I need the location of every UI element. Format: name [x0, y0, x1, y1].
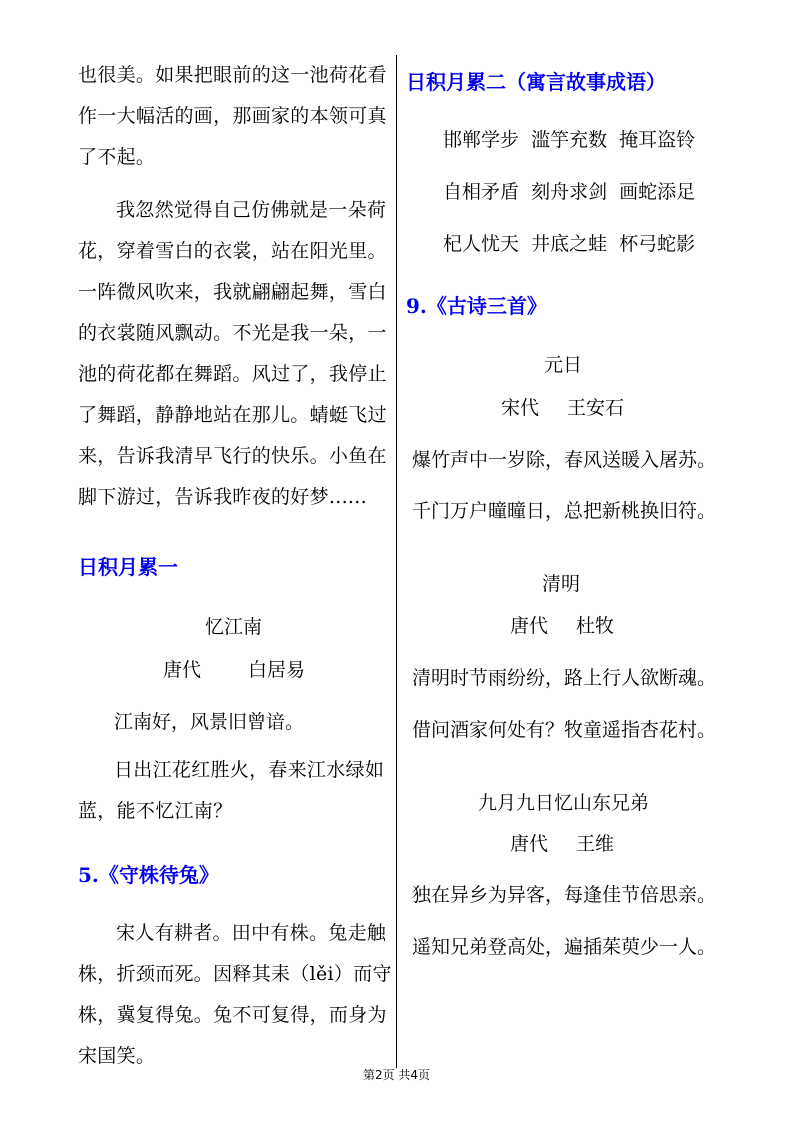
poem-title: 九月九日忆山东兄弟: [478, 792, 650, 814]
poem-dynasty: 唐代: [510, 615, 549, 637]
page-footer: 第2页 共4页: [362, 1068, 431, 1082]
poem-dynasty: 唐代: [510, 833, 549, 855]
poem-line: 借问酒家何处有？牧童遥指杏花村。: [412, 719, 717, 741]
paragraph: 我忽然觉得自己仿佛就是一朵荷花，穿着雪白的衣裳，站在阳光里。一阵微风吹来，我就翩翩起舞，雪白的衣裳随风飘动。不光是我一朵，一池的荷花都在舞蹈。风过了，我停止了舞蹈，静静地站在那儿。蜻蜓飞过来，告诉我清早飞行的快乐。小鱼在脚下游过，告诉我昨夜的好梦......: [78, 199, 387, 508]
poem-title: 元日: [544, 354, 583, 376]
poem-title: 清明: [542, 573, 581, 595]
poem-line: 爆竹声中一岁除，春风送暖入屠苏。: [412, 449, 717, 471]
idiom-row: 邯郸学步 滥竽充数 掩耳盗铃: [443, 129, 696, 151]
poem-dynasty: 宋代: [501, 397, 540, 419]
poem-line: 日出江花红胜火，春来江水绿如蓝，能不忆江南？: [78, 759, 385, 822]
story-text: 宋人有耕者。田中有株。兔走触株，折颈而死。因释其耒（lěi）而守株，冀复得兔。兔不可复得，而身为宋国笑。: [78, 922, 392, 1067]
poem-author: 王安石: [567, 397, 625, 419]
poem-line: 千门万户曈曈日，总把新桃换旧符。: [412, 500, 717, 522]
column-divider: [396, 55, 397, 1068]
section-heading: 日积月累一: [78, 555, 178, 579]
section-heading: 9.《古诗三首》: [406, 294, 547, 318]
poem-line: 独在异乡为异客，每逢佳节倍思亲。: [412, 884, 717, 906]
poem-line: 清明时节雨纷纷，路上行人欲断魂。: [412, 667, 717, 689]
idiom-row: 自相矛盾 刻舟求剑 画蛇添足: [443, 181, 696, 203]
section-heading: 5.《守株待兔》: [78, 863, 219, 887]
poem-author: 白居易: [248, 659, 306, 681]
poem-author: 杜牧: [576, 615, 615, 637]
poem-line: 江南好，风景旧曾谙。: [114, 711, 305, 733]
poem-dynasty: 唐代: [163, 659, 202, 681]
poem-author: 王维: [576, 833, 615, 855]
poem-title: 忆江南: [205, 616, 263, 638]
section-heading: 日积月累二（寓言故事成语）: [406, 70, 666, 94]
poem-line: 遥知兄弟登高处，遍插茱萸少一人。: [412, 936, 717, 958]
idiom-row: 杞人忧天 井底之蛙 杯弓蛇影: [443, 233, 696, 255]
paragraph: 也很美。如果把眼前的这一池荷花看作一大幅活的画，那画家的本领可真了不起。: [78, 64, 387, 168]
